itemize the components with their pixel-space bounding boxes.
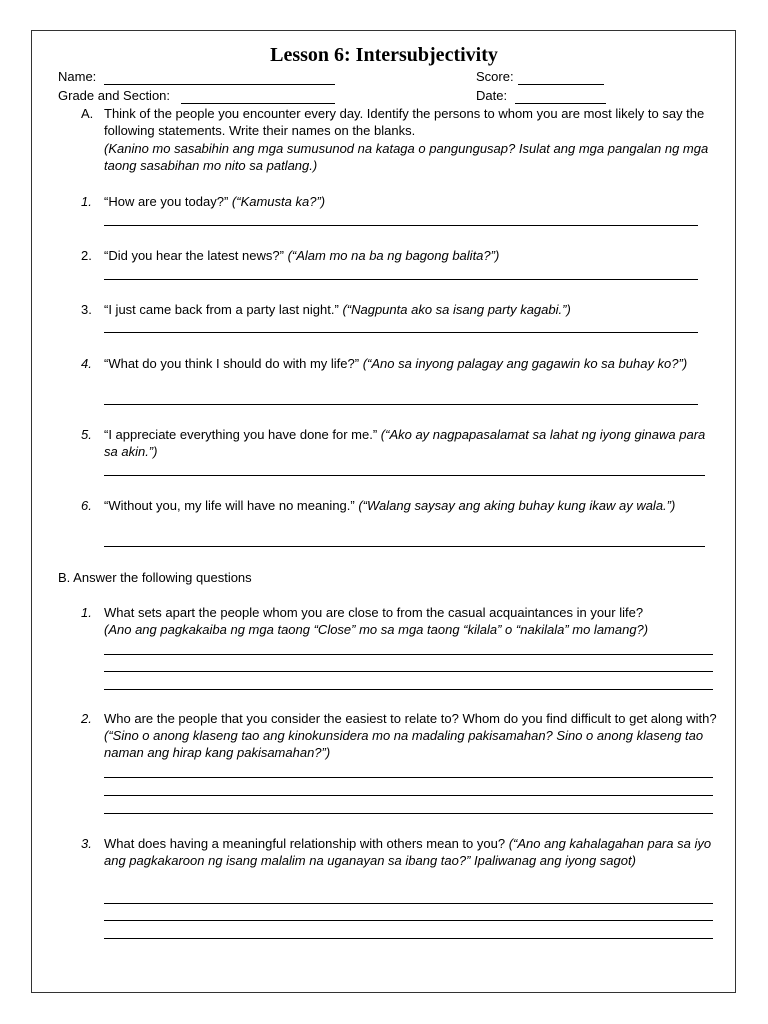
page-title: Lesson 6: Intersubjectivity [270, 44, 498, 66]
question: What does having a meaningful relationship with others mean to you? (“Ano ang kahalagahan para sa iyo ang pagkakaroon ng isang malalim na uganayan sa ibang tao?” Ipaliwanag ang iyong sagot) [104, 836, 712, 868]
question: What sets apart the people whom you are close to from the casual acquaintances in your life? (Ano ang pagkakaiba ng mga taong “Close” mo sa mga taong “kilala” o “nakilala” mo lamang?) [104, 605, 649, 637]
statement: “What do you think I should do with my life?” (“Ano sa inyong palagay ang gagawin ko sa buhay ko?”) [104, 356, 688, 371]
section-b-heading: B. Answer the following questions [58, 570, 252, 585]
answer-blank[interactable] [104, 475, 705, 476]
name-label: Name: [58, 69, 97, 84]
score-label: Score: [476, 69, 514, 84]
date-blank[interactable] [515, 103, 606, 104]
statement: “Without you, my life will have no meaning.” (“Walang saysay ang aking buhay kung ikaw ay wala.”) [104, 498, 676, 513]
section-a-marker: A. [81, 106, 94, 121]
answer-blank[interactable] [104, 332, 698, 333]
item-number: 1. [81, 194, 92, 209]
date-label: Date: [476, 88, 508, 103]
section-a-instruction-tagalog: (Kanino mo sasabihin ang mga sumusunod na kataga o pangungusap? Isulat ang mga pangalan ng mga taong sasabihan mo nito sa patlang.) [104, 141, 709, 173]
question-number: 1. [81, 605, 92, 620]
statement: “How are you today?” (“Kamusta ka?”) [104, 194, 326, 209]
answer-blank[interactable] [104, 404, 698, 405]
item-number: 6. [81, 498, 92, 513]
statement: “I just came back from a party last night.” (“Nagpunta ako sa isang party kagabi.”) [104, 302, 571, 317]
answer-blank[interactable] [104, 671, 713, 672]
answer-blank[interactable] [104, 813, 713, 814]
grade-section-label: Grade and Section: [58, 88, 171, 103]
answer-blank[interactable] [104, 920, 713, 921]
name-blank[interactable] [104, 84, 335, 85]
answer-blank[interactable] [104, 279, 698, 280]
answer-blank[interactable] [104, 938, 713, 939]
answer-blank[interactable] [104, 546, 705, 547]
answer-blank[interactable] [104, 903, 713, 904]
answer-blank[interactable] [104, 654, 713, 655]
question: Who are the people that you consider the easiest to relate to? Whom do you find difficult to get along with? (“Sino o anong klaseng tao ang kinokunsidera mo na madaling pakisamahan? Sino o anong klaseng tao naman ang hirap kang pakisamahan?”) [104, 711, 717, 760]
question-number: 2. [81, 711, 92, 726]
statement: “Did you hear the latest news?” (“Alam mo na ba ng bagong balita?”) [104, 248, 500, 263]
grade-section-blank[interactable] [181, 103, 335, 104]
score-blank[interactable] [518, 84, 604, 85]
answer-blank[interactable] [104, 777, 713, 778]
answer-blank[interactable] [104, 689, 713, 690]
item-number: 5. [81, 427, 92, 442]
answer-blank[interactable] [104, 795, 713, 796]
item-number: 4. [81, 356, 92, 371]
item-number: 2. [81, 248, 92, 263]
statement: “I appreciate everything you have done for me.” (“Ako ay nagpapasalamat sa lahat ng iyong ginawa para sa akin.”) [104, 427, 706, 459]
question-number: 3. [81, 836, 92, 851]
section-a-instruction: Think of the people you encounter every day. Identify the persons to whom you are most likely to say the following statements. Write their names on the blanks. [104, 106, 705, 138]
item-number: 3. [81, 302, 92, 317]
answer-blank[interactable] [104, 225, 698, 226]
